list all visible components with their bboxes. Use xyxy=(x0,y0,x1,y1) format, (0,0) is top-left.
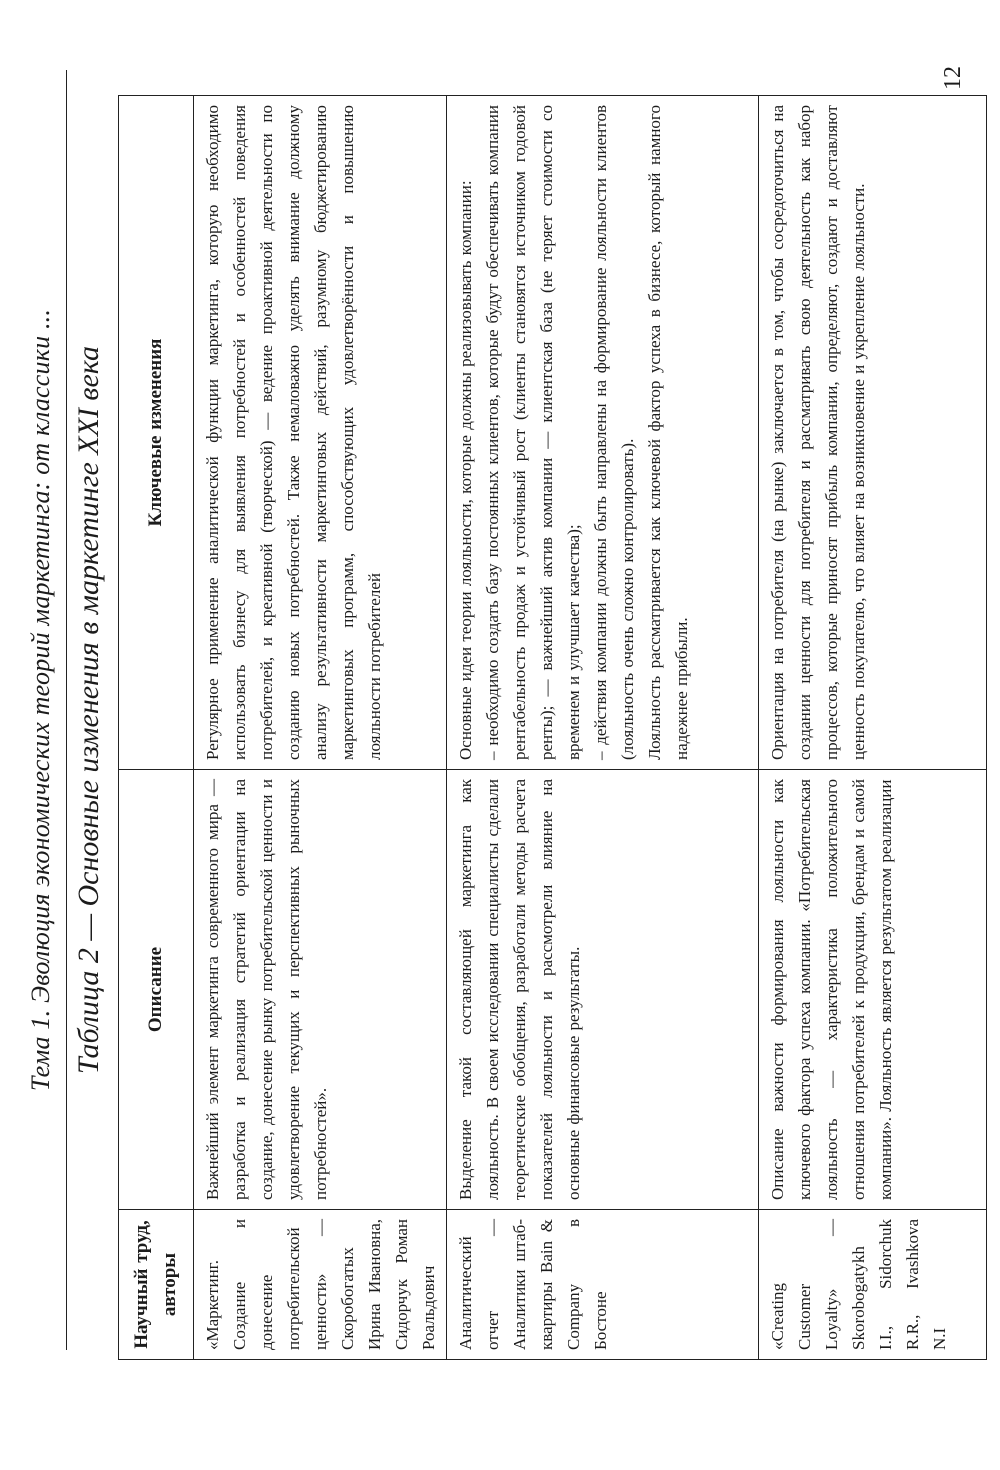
page-number: 12 xyxy=(940,66,966,90)
cell-work: «Маркетинг. Создание и донесение потребительской ценности» — Скоробогатых Ирина Ивановна, Сидорчук Роман Роальдович xyxy=(194,1210,447,1360)
cell-changes: Регулярное применение аналитической функции маркетинга, которую необходимо использовать бизнесу для выявления потребностей и особенностей поведения потребителей, и креативной (творческой) — ведение проактивной деятельности по созданию новых потребностей. Также немаловажно уделять внимание должному анализу результативности маркетинговых действий, разумному бюджетированию маркетинговых программ, способствующих удовлетворённости и повышению лояльности потребителей xyxy=(194,96,447,770)
table-caption: Таблица 2 — Основные изменения в маркетинге XXI века xyxy=(72,345,105,1075)
header-rule xyxy=(66,70,67,1350)
changes-table xyxy=(118,95,987,1360)
table-row xyxy=(194,96,447,1360)
cell-description: Выделение такой составляющей маркетинга как лояльность. В своем исследовании специалисты сделали теоретические обобщения, разработали методы расчета показателей лояльности и рассмотрели влияние на основные финансовые результаты. xyxy=(447,770,759,1210)
changes-paragraph: – необходимо создать базу постоянных клиентов, которые будут обеспечивать компании рентабельность продаж и устойчивый рост (клиенты становятся источником годовой ренты); — важнейший актив компании — клиентская база (не теряет стоимости со временем и улучшает качества); xyxy=(483,105,583,760)
changes-paragraph: Основные идеи теории лояльности, которые должны реализовывать компании: xyxy=(456,180,475,760)
header-work: Научный труд, авторы xyxy=(119,1210,194,1360)
header-changes: Ключевые изменения xyxy=(119,96,194,770)
table-row xyxy=(759,96,987,1360)
cell-work: Аналитический отчет — Аналитики штаб-квартиры Bain & Company в Бостоне xyxy=(447,1210,759,1360)
cell-changes: Ориентация на потребителя (на рынке) заключается в том, чтобы сосредоточиться на создании ценности для потребителя и рассматривать свою деятельность как набор процессов, которые приносят прибыль компании, определяют, создают и доставляют ценность покупателю, что влияет на возникновение и укрепление лояльности. xyxy=(759,96,987,770)
cell-description: Важнейший элемент маркетинга современного мира — разработка и реализация стратегий ориентации на создание, донесение рынку потребительской ценности и удовлетворение текущих и перспективных рыночных потребностей». xyxy=(194,770,447,1210)
running-head: Тема 1. Эволюция экономических теорий маркетинга: от классики ... xyxy=(26,308,55,1092)
cell-changes xyxy=(447,96,759,770)
table-row xyxy=(447,96,759,1360)
table-header-row xyxy=(119,96,194,1360)
cell-description: Описание важности формирования лояльности как ключевого фактора успеха компании. «Потребительская лояльность — характеристика положительного отношения потребителей к продукции, брендам и самой компании». Лояльность является результатом реализации xyxy=(759,770,987,1210)
changes-paragraph: Лояльность рассматривается как ключевой фактор успеха в бизнесе, который намного надежнее прибыли. xyxy=(645,105,691,760)
cell-work: «Creating Customer Loyalty» — Skorobogatykh I.I., Sidorchuk R.R., Ivashkova N.I xyxy=(759,1210,987,1360)
rotated-landscape-content xyxy=(20,60,980,1380)
header-description: Описание xyxy=(119,770,194,1210)
changes-paragraph: – действия компании должны быть направлены на формирование лояльности клиентов (лояльность очень сложно контролировать). xyxy=(591,105,637,760)
